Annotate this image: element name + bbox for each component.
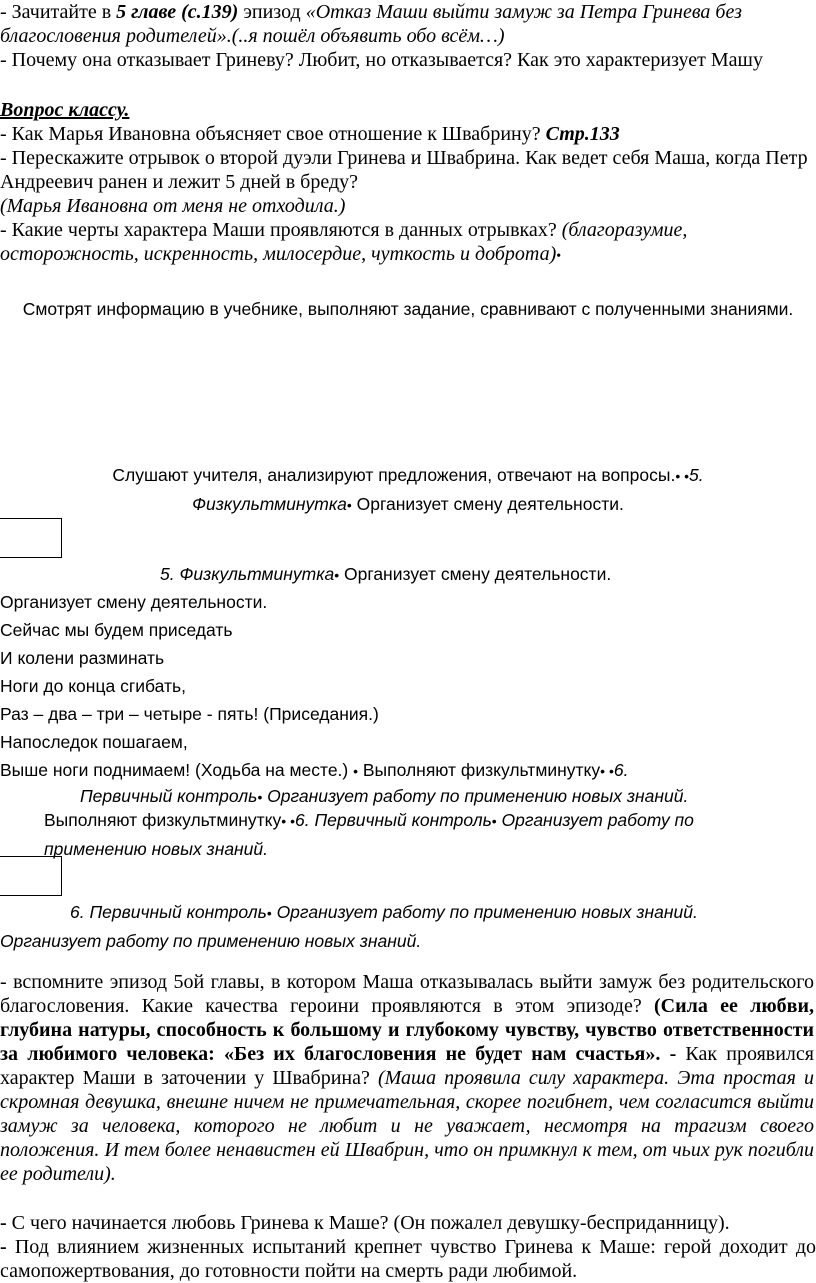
question-text: - Какие черты характера Маши проявляются в данных отрывках? xyxy=(0,219,562,241)
question-text: - Как Марья Ивановна объясняет свое отношение к Швабрину? xyxy=(0,123,546,145)
section-heading: Вопрос классу. xyxy=(0,99,130,121)
love-section xyxy=(0,1211,816,1283)
bullets: • • xyxy=(281,813,295,829)
discussion-section xyxy=(0,970,816,1186)
poem-line: Напоследок пошагаем, xyxy=(0,732,188,752)
bullet: • xyxy=(346,497,352,513)
dash: - xyxy=(0,1236,15,1258)
step-text: Организует работу по применению новых знаний. xyxy=(44,810,694,859)
task-text: - Зачитайте в xyxy=(0,1,117,23)
bullet: • xyxy=(556,249,562,264)
step-5-heading xyxy=(0,560,816,589)
poem-line: Сейчас мы будем приседать xyxy=(0,620,233,640)
question-text: - вспомните эпизод 5ой главы, в котором Маша отказывалась выйти замуж без родительского благословения. Какие качества героини проявляются в этом эпизоде? xyxy=(0,971,814,1017)
student-activity-1: Смотрят информацию в учебнике, выполняют задание, сравнивают с полученными знаниями. xyxy=(22,299,794,319)
step-title: Физкультминутка xyxy=(192,494,347,514)
question-shvabrin xyxy=(0,122,816,146)
class-questions xyxy=(0,98,816,269)
statement-text: Под влиянием жизненных испытаний крепнет чувство Гринева к Маше: герой доходит до самопожертвования, до готовности пойти на смерть ради любимой. xyxy=(0,1236,816,1282)
task-text: эпизод xyxy=(238,1,306,23)
bullet: • xyxy=(266,905,272,921)
discussion-text xyxy=(0,970,814,1186)
task-reading xyxy=(0,0,816,48)
poem-text: Выше ноги поднимаем! (Ходьба на месте.) xyxy=(0,760,354,780)
poem-line-last xyxy=(0,756,816,785)
poem-line: Раз – два – три – четыре - пять! (Приседания.) xyxy=(0,704,379,724)
activity-text: Выполняют физкультминутку xyxy=(358,760,601,780)
answer-duel: (Марья Ивановна от меня не отходила.) xyxy=(0,195,346,217)
bullet: • xyxy=(353,763,359,779)
poem-line: И колени разминать xyxy=(0,648,165,668)
step-title: 6. Первичный контроль xyxy=(70,902,267,922)
poem-line: Организует смену деятельности. xyxy=(0,592,268,612)
student-activity-2 xyxy=(0,461,816,519)
intro-section xyxy=(0,0,816,72)
step-number: 6. xyxy=(613,760,629,780)
step-text: Организует работу по применению новых знаний. xyxy=(0,931,422,951)
bullet: • xyxy=(257,789,263,805)
question-text: С чего начинается любовь Гринева к Маше? (Он пожалел девушку-бесприданницу). xyxy=(11,1212,730,1234)
activity-text: Организует смену деятельности. xyxy=(351,494,624,514)
love-question xyxy=(0,1211,816,1235)
empty-cell xyxy=(0,856,62,896)
dash: - xyxy=(669,1043,686,1065)
question-why: - Почему она отказывает Гриневу? Любит, но отказывается? Как это характеризует Машу xyxy=(0,49,763,71)
step-title: 5. Физкультминутка xyxy=(160,564,335,584)
step-number: 5. xyxy=(689,465,704,485)
bullet: • xyxy=(334,567,340,583)
step-text: Организует работу по применению новых знаний. xyxy=(262,786,689,806)
dash: - xyxy=(0,1212,12,1234)
step-6-heading xyxy=(0,898,816,955)
step-title: Первичный контроль xyxy=(80,786,258,806)
answer-traits: (благоразумие, осторожность, искренность, милосердие, чуткость и доброта) xyxy=(0,219,688,265)
question-text: Как проявился характер Маши в заточении у Швабрина? xyxy=(0,1043,814,1089)
step-text: Организует работу по применению новых знаний. xyxy=(271,902,698,922)
poem-line: Ноги до конца сгибать, xyxy=(0,676,186,696)
step-6-block xyxy=(0,806,816,863)
activity-text: Организует смену деятельности. xyxy=(339,564,612,584)
bullet: • xyxy=(491,813,497,829)
bullets: • • xyxy=(600,763,614,779)
bullets: • • xyxy=(675,468,690,484)
episode-title: «Отказ Маши выйти замуж за Петра Гринева без благословения родителей».(..я пошёл объявить обо всём…) xyxy=(0,1,742,47)
step-title: 6. Первичный контроль xyxy=(294,810,492,830)
question-traits xyxy=(0,218,816,269)
answer-text: (Сила ее любви, глубина натуры, способность к большому и глубокому чувству, чувство ответственности за любимого человека: «Без их благословения не будет нам счастья». xyxy=(0,995,815,1065)
empty-cell xyxy=(0,518,62,558)
page-ref: Стр.133 xyxy=(545,123,620,145)
chapter-ref: 5 главе (с.139) xyxy=(116,1,239,23)
activity-text: Слушают учителя, анализируют предложения, отвечают на вопросы. xyxy=(112,465,676,485)
question-duel: - Перескажите отрывок о второй дуэли Гринева и Швабрина. Как ведет себя Маша, когда Петр Андреевич ранен и лежит 5 дней в бреду? xyxy=(0,147,808,193)
exercise-poem xyxy=(0,588,816,785)
answer-text: (Маша проявила силу характера. Эта простая и скромная девушка, внешне ничем не примечательная, скорее погибнет, чем согласится выйти замуж за человека, которого не любит и не уважает, несмотря на трагизм своего положения. И тем более ненавистен ей Швабрин, что он примкнул к тем, от чьих рук погибли ее родители). xyxy=(0,1067,814,1185)
love-statement xyxy=(0,1235,816,1283)
activity-text: Выполняют физкультминутку xyxy=(44,810,282,830)
